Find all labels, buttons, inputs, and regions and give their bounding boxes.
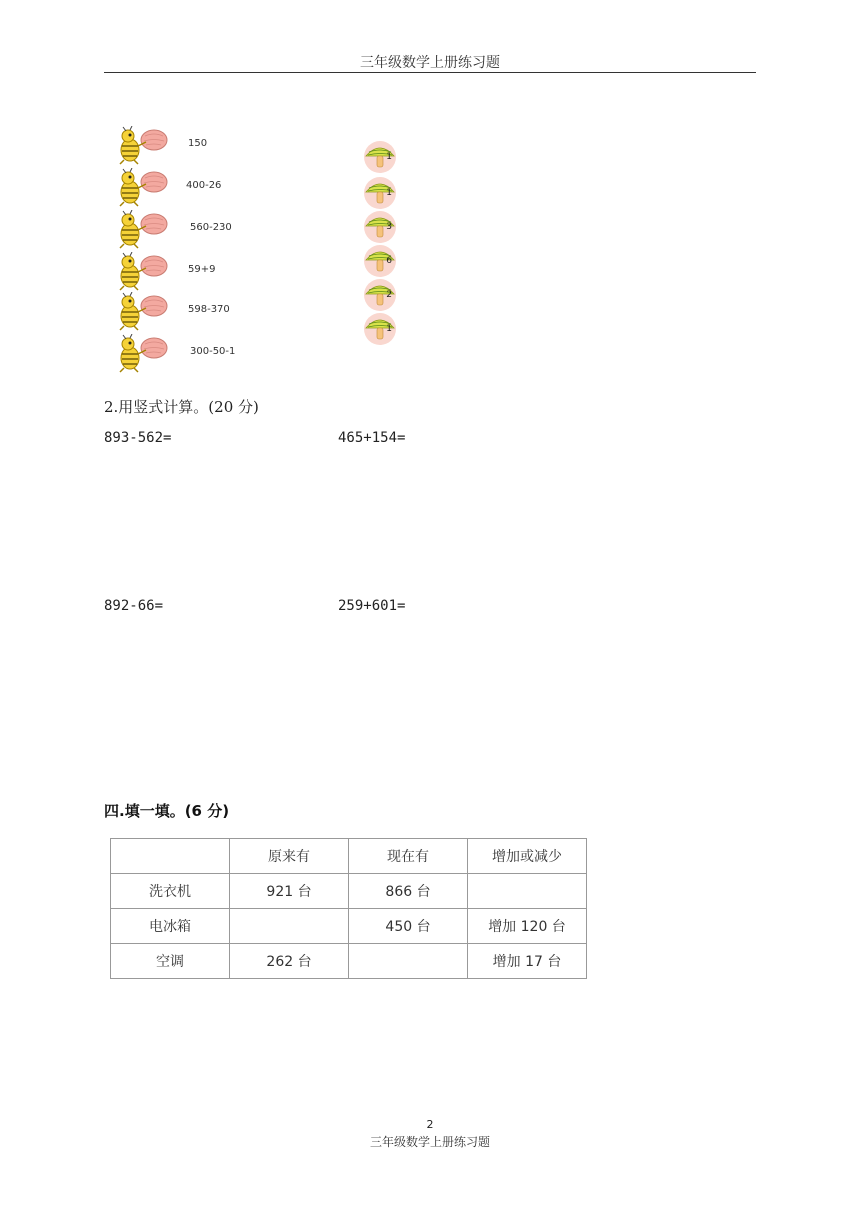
bee-expression: 400-26 (186, 180, 222, 191)
table-cell: 洗衣机 (111, 874, 230, 909)
mushroom-item (360, 278, 400, 312)
mushroom-digit: 6 (386, 256, 392, 266)
table-cell: 921 台 (230, 874, 349, 909)
calc-problem: 893-562= (104, 430, 172, 446)
mushroom-icon (360, 140, 400, 174)
table-row (111, 874, 587, 909)
mushroom-digit: 1 (386, 188, 392, 198)
table-header-row (111, 839, 587, 874)
mushroom-icon (360, 210, 400, 244)
table-cell: 增加 120 台 (468, 909, 587, 944)
table-cell: 空调 (111, 944, 230, 979)
table-header-cell: 原来有 (230, 839, 349, 874)
mushroom-digit: 1 (386, 152, 392, 162)
mushroom-item (360, 210, 400, 244)
bee-with-bean-icon (110, 252, 182, 292)
bee-with-bean-icon (110, 210, 182, 250)
bee-with-bean-icon (110, 334, 182, 374)
mushroom-icon (360, 312, 400, 346)
page-number: 2 (426, 1118, 434, 1131)
bee-item (110, 126, 270, 166)
table-cell: 866 台 (349, 874, 468, 909)
table-header-cell: 现在有 (349, 839, 468, 874)
calc-problem: 465+154= (338, 430, 406, 446)
table-cell (230, 909, 349, 944)
page-footer-title: 三年级数学上册练习题 (369, 1135, 490, 1149)
table-cell: 262 台 (230, 944, 349, 979)
calc-problem: 892-66= (104, 598, 164, 614)
mushroom-item (360, 312, 400, 346)
bee-expression: 300-50-1 (190, 346, 236, 357)
bee-item (110, 292, 270, 332)
fill-table (110, 838, 587, 979)
table-row (111, 944, 587, 979)
mushroom-icon (360, 176, 400, 210)
mushroom-digit: 1 (386, 324, 392, 334)
mushroom-item (360, 140, 400, 174)
bee-expression: 598-370 (188, 304, 230, 315)
table-cell: 增加 17 台 (468, 944, 587, 979)
vertical-calc-title: 2.用竖式计算。(20 分) (104, 398, 259, 416)
bee-with-bean-icon (110, 168, 182, 208)
fill-section-title: 四.填一填。(6 分) (104, 802, 230, 820)
table-cell (468, 874, 587, 909)
bee-item (110, 210, 270, 250)
mushroom-item (360, 176, 400, 210)
table-header-cell (111, 839, 230, 874)
table-cell: 电冰箱 (111, 909, 230, 944)
bee-expression: 59+9 (188, 264, 216, 275)
table-header-cell: 增加或减少 (468, 839, 587, 874)
table-cell (349, 944, 468, 979)
mushroom-item (360, 244, 400, 278)
bee-expression: 560-230 (190, 222, 232, 233)
bee-item (110, 168, 270, 208)
calc-problem: 259+601= (338, 598, 406, 614)
mushroom-icon (360, 278, 400, 312)
page-header-title: 三年级数学上册练习题 (360, 55, 500, 71)
header-rule (104, 72, 756, 73)
bee-with-bean-icon (110, 126, 182, 166)
bee-item (110, 252, 270, 292)
bee-item (110, 334, 270, 374)
mushroom-icon (360, 244, 400, 278)
mushroom-digit: 3 (386, 222, 392, 232)
table-cell: 450 台 (349, 909, 468, 944)
bee-expression: 150 (188, 138, 208, 149)
bee-with-bean-icon (110, 292, 182, 332)
table-row (111, 909, 587, 944)
mushroom-digit: 2 (386, 290, 392, 300)
